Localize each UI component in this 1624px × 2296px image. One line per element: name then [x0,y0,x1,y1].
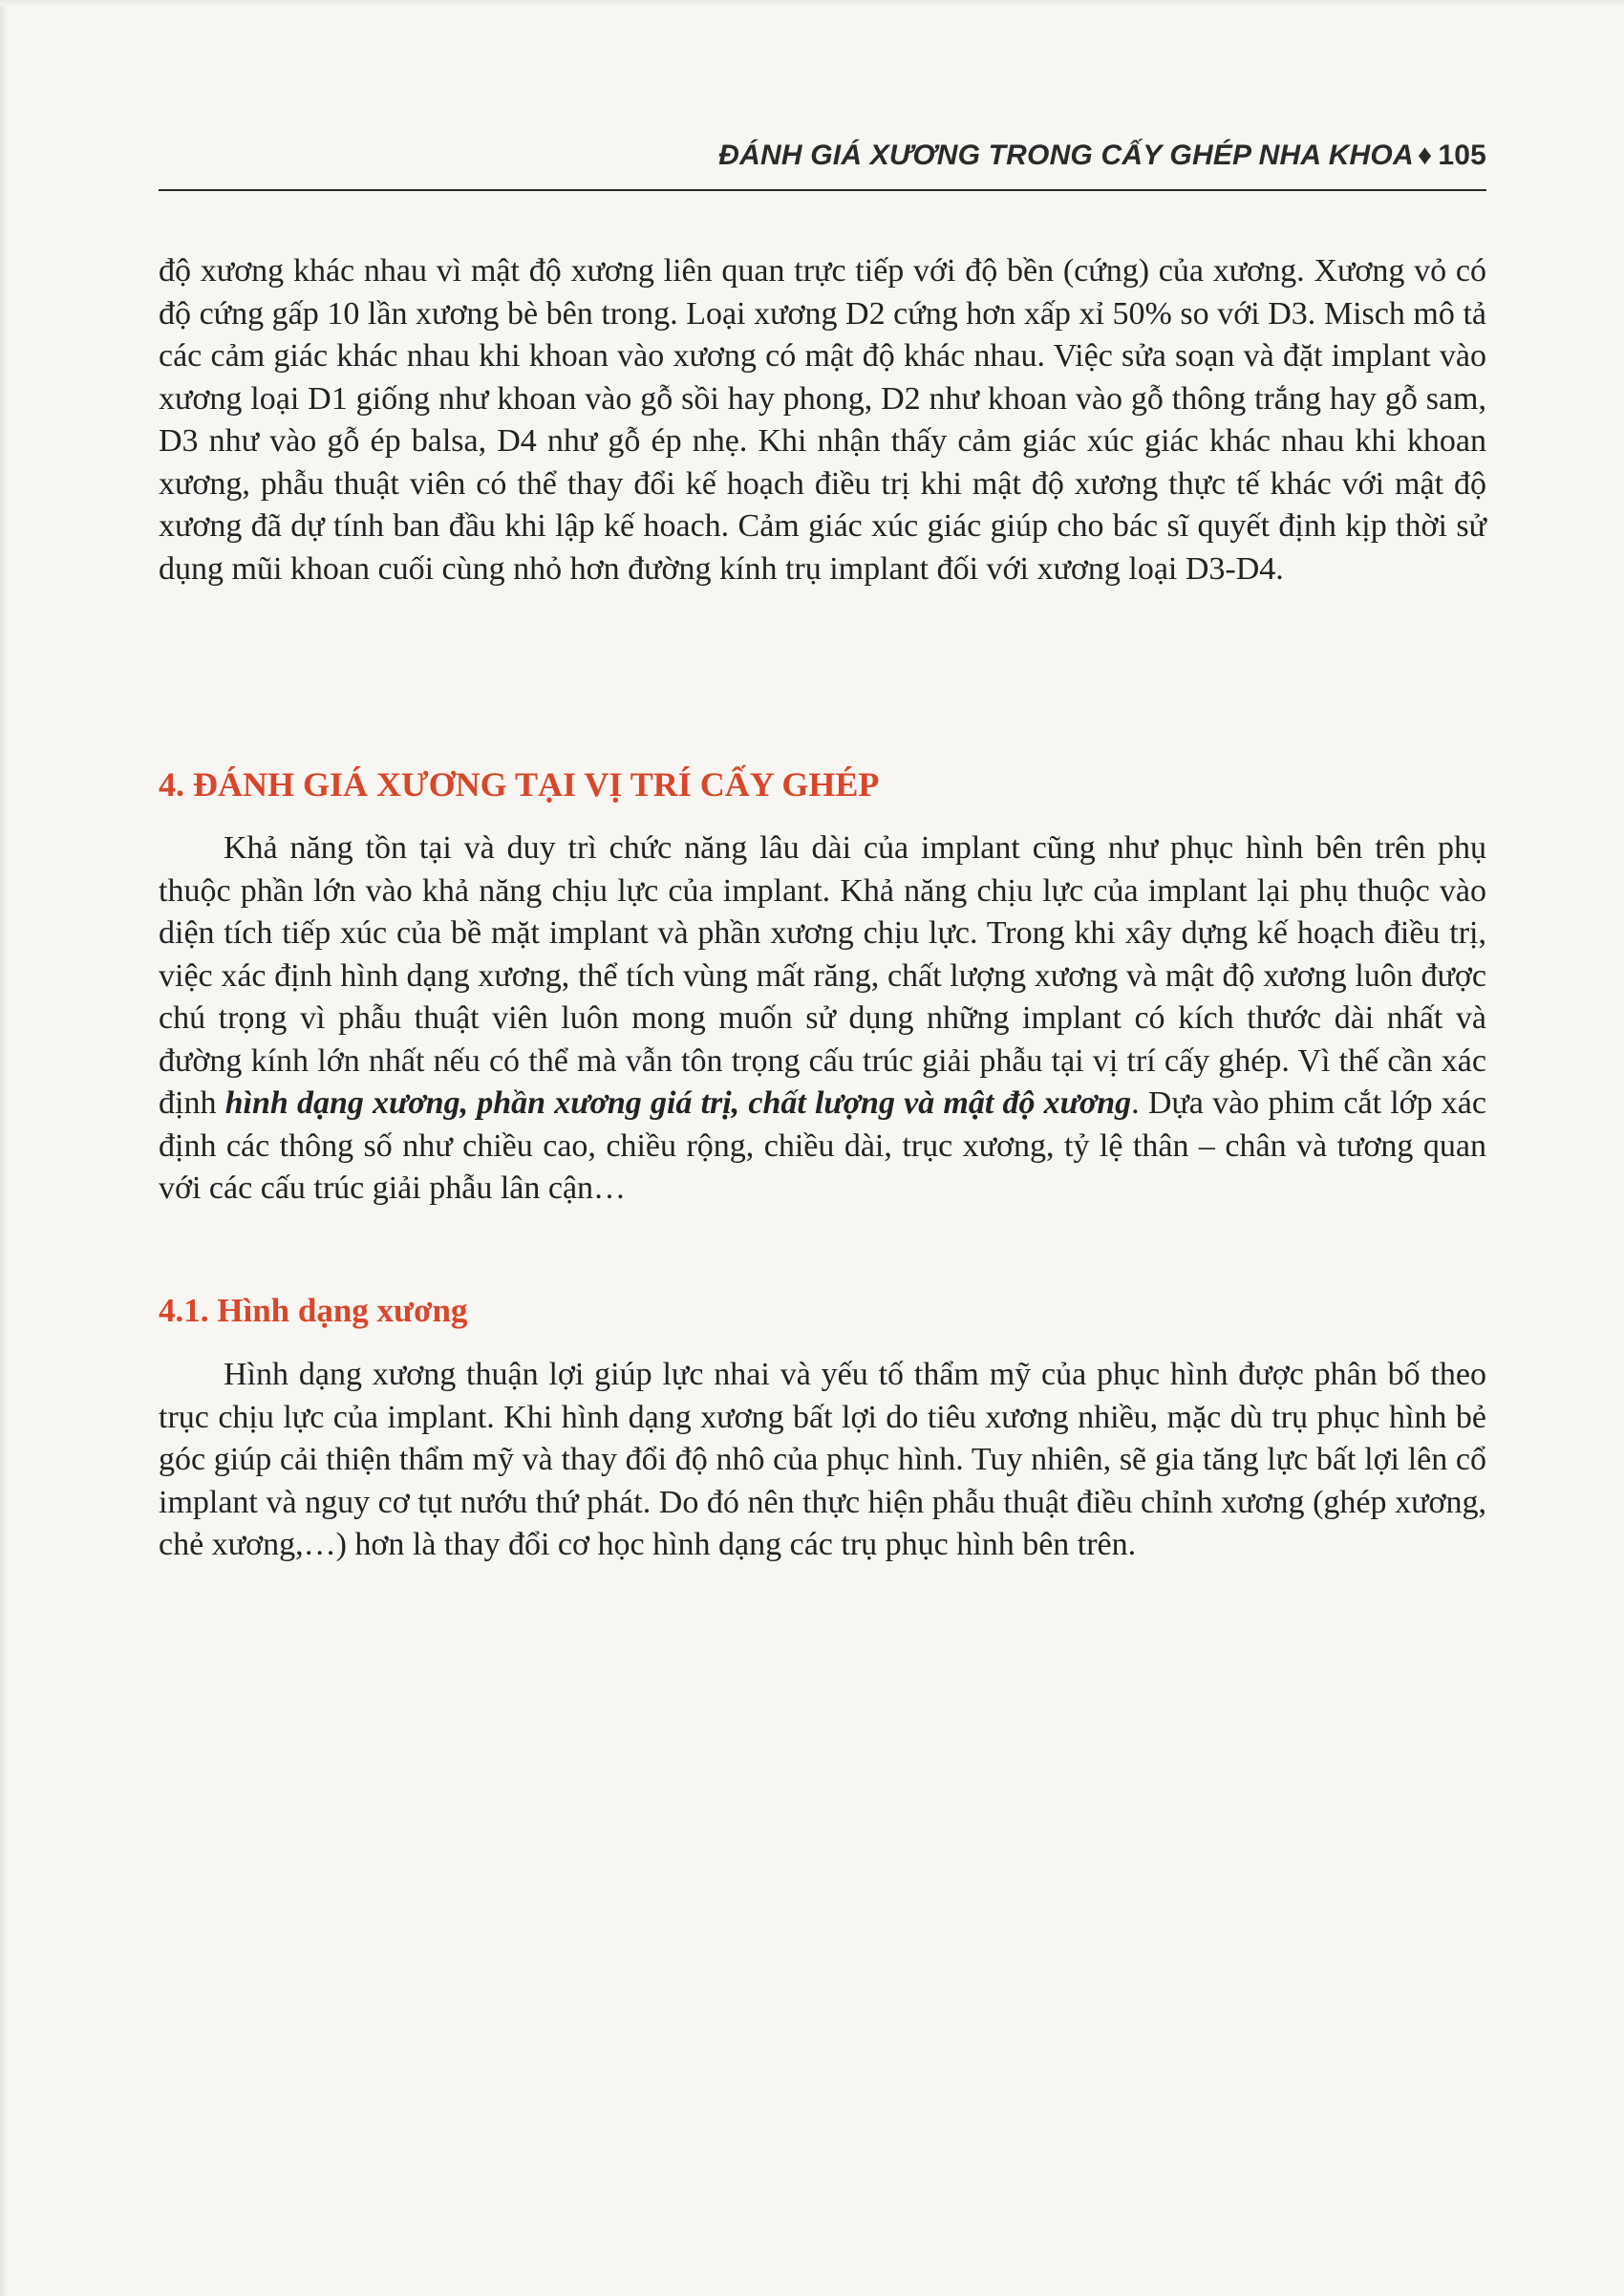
diamond-separator-icon: ♦ [1417,139,1433,171]
running-title: ĐÁNH GIÁ XƯƠNG TRONG CẤY GHÉP NHA KHOA [718,139,1414,171]
section-4-1-paragraph: Hình dạng xương thuận lợi giúp lực nhai và yếu tố thẩm mỹ của phục hình được phân bố theo trục chịu lực của implant. Khi hình dạng xương bất lợi do tiêu xương nhiều, mặc dù trụ phục hình bẻ góc giúp cải thiện thẩm mỹ và thay đổi độ nhô của phục hình. Tuy nhiên, sẽ gia tăng lực bất lợi lên cổ implant và nguy cơ tụt nướu thứ phát. Do đó nên thực hiện phẫu thuật điều chỉnh xương (ghép xương, chẻ xương,…) hơn là thay đổi cơ học hình dạng các trụ phục hình bên trên. [159,1357,1486,1562]
section-4-text-end: . Dựa vào phim cắt lớp xác định các thông số như chiều cao, chiều rộng, chiều dài, trục xương, tỷ lệ thân – chân và tương quan với các cấu trúc giải phẫu lân cận… [159,1085,1486,1206]
section-4-emphasis: hình dạng xương, phần xương giá trị, chất lượng và mật độ xương [224,1085,1132,1121]
header-rule [159,189,1486,191]
page-number: 105 [1438,139,1486,171]
section-4-1-body [159,1354,1486,1567]
paragraph-1-text: độ xương khác nhau vì mật độ xương liên quan trực tiếp với độ bền (cứng) của xương. Xương vỏ có độ cứng gấp 10 lần xương bè bên trong. Loại xương D2 cứng hơn xấp xỉ 50% so với D3. Misch mô tả các cảm giác khác nhau khi khoan vào xương có mật độ khác nhau. Việc sửa soạn và đặt implant vào xương loại D1 giống như khoan vào gỗ sồi hay phong, D2 như khoan vào gỗ thông trắng hay gỗ sam, D3 như vào gỗ ép balsa, D4 như gỗ ép nhẹ. Khi nhận thấy cảm giác xúc giác khác nhau khi khoan xương, phẫu thuật viên có thể thay đổi kế hoạch điều trị khi mật độ xương thực tế khác với mật độ xương đã dự tính ban đầu khi lập kế hoach. Cảm giác xúc giác giúp cho bác sĩ quyết định kịp thời sử dụng mũi khoan cuối cùng nhỏ hơn đường kính trụ implant đối với xương loại D3-D4. [159,253,1486,587]
section-4-1-heading: 4.1. Hình dạng xương [159,1292,468,1329]
paragraph-continued [159,250,1486,590]
section-4-heading: 4. ĐÁNH GIÁ XƯƠNG TẠI VỊ TRÍ CẤY GHÉP [159,765,880,804]
running-header [159,139,1486,172]
section-4-text-start: Khả năng tồn tại và duy trì chức năng lâu dài của implant cũng như phục hình bên trên phụ thuộc phần lớn vào khả năng chịu lực của implant. Khả năng chịu lực của implant lại phụ thuộc vào diện tích tiếp xúc của bề mặt implant và phần xương chịu lực. Trong khi xây dựng kế hoạch điều trị, việc xác định hình dạng xương, thể tích vùng mất răng, chất lượng xương và mật độ xương luôn được chú trọng vì phẫu thuật viên luôn mong muốn sử dụng những implant có kích thước dài nhất và đường kính lớn nhất nếu có thể mà vẫn tôn trọng cấu trúc giải phẫu tại vị trí cấy ghép. Vì thế cần xác định [159,830,1486,1121]
scan-edge-left [0,0,8,2296]
section-4-paragraph [159,827,1486,1211]
section-4-body [159,827,1486,1211]
scan-edge-top [0,0,1624,6]
